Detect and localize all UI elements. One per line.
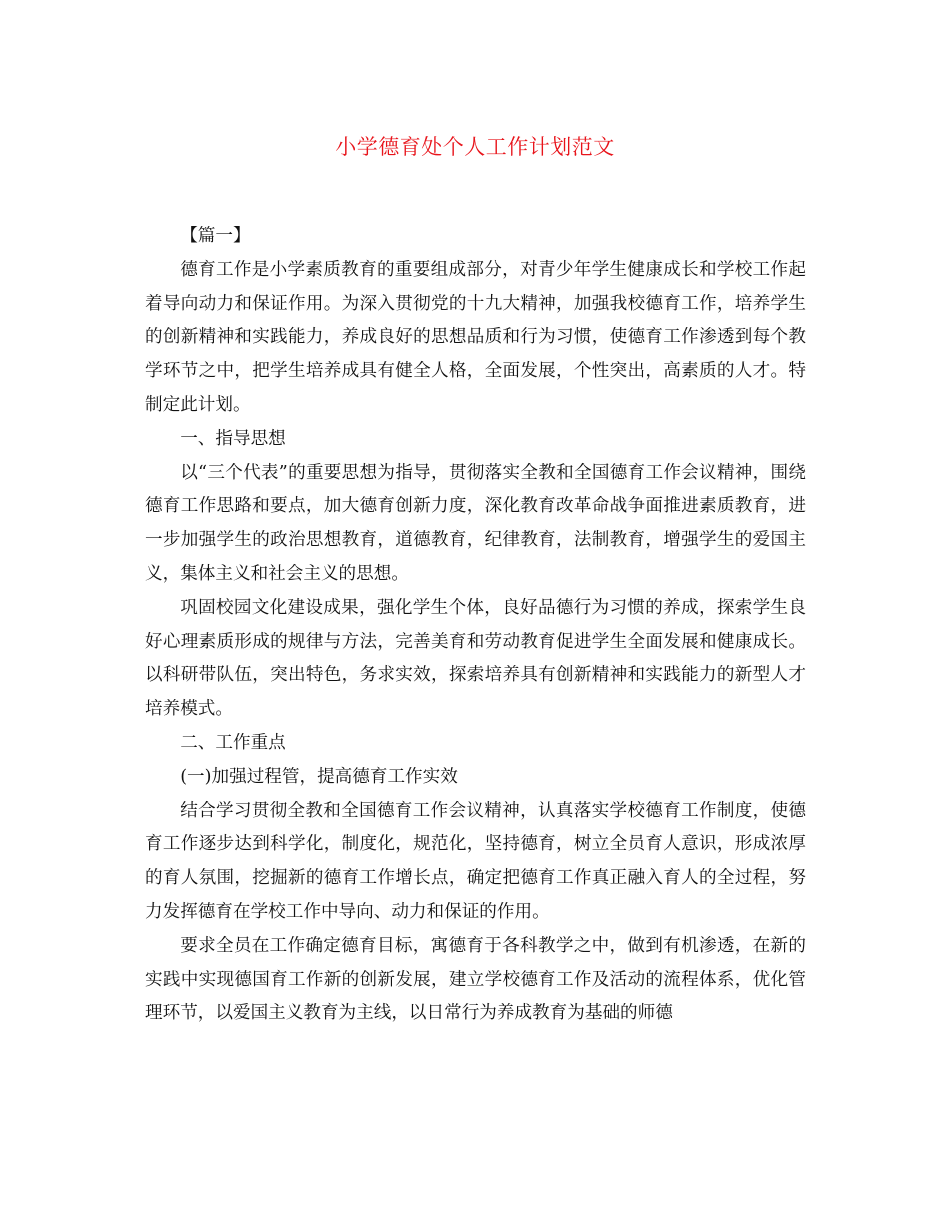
heading-guiding-ideology: 一、指导思想 <box>180 428 286 449</box>
intro-paragraph: 德育工作是小学素质教育的重要组成部分，对青少年学生健康成长和学校工作起着导向动力和保证作用。为深入贯彻党的十九大精神，加强我校德育工作，培养学生的创新精神和实践能力，养成良好的思想品质和行为习惯，使德育工作渗透到每个教学环节之中，把学生培养成具有健全人格，全面发展，个性突出，高素质的人才。特制定此计划。 <box>145 259 806 415</box>
section-label: 【篇一】 <box>180 226 251 246</box>
heading-work-focus: 二、工作重点 <box>180 732 286 753</box>
subheading-process-management: (一)加强过程管，提高德育工作实效 <box>180 766 458 787</box>
campus-culture-paragraph: 巩固校园文化建设成果，强化学生个体，良好品德行为习惯的养成，探索学生良好心理素质形成的规律与方法，完善美育和劳动教育促进学生全面发展和健康成长。以科研带队伍，突出特色，务求实效，探索培养具有创新精神和实践能力的新型人才培养模式。 <box>145 597 806 720</box>
guiding-ideology-paragraph: 以“三个代表”的重要思想为指导，贯彻落实全教和全国德育工作会议精神，围绕德育工作思路和要点，加大德育创新力度，深化教育改革命战争面推进素质教育，进一步加强学生的政治思想教育，道德教育，纪律教育，法制教育，增强学生的爱国主义，集体主义和社会主义的思想。 <box>145 462 806 584</box>
process-management-paragraph: 结合学习贯彻全教和全国德育工作会议精神，认真落实学校德育工作制度，使德育工作逐步达到科学化，制度化，规范化，坚持德育，树立全员育人意识，形成浓厚的育人氛围，挖掘新的德育工作增长点，确定把德育工作真正融入育人的全过程，努力发挥德育在学校工作中导向、动力和保证的作用。 <box>145 800 806 922</box>
document-title: 小学德育处个人工作计划范文 <box>335 135 615 159</box>
document-body <box>145 220 806 1031</box>
moral-goals-paragraph: 要求全员在工作确定德育目标，寓德育于各科教学之中，做到有机渗透，在新的实践中实现德国育工作新的创新发展，建立学校德育工作及活动的流程体系，优化管理环节，以爱国主义教育为主线，以日常行为养成教育为基础的师德 <box>145 935 806 1024</box>
